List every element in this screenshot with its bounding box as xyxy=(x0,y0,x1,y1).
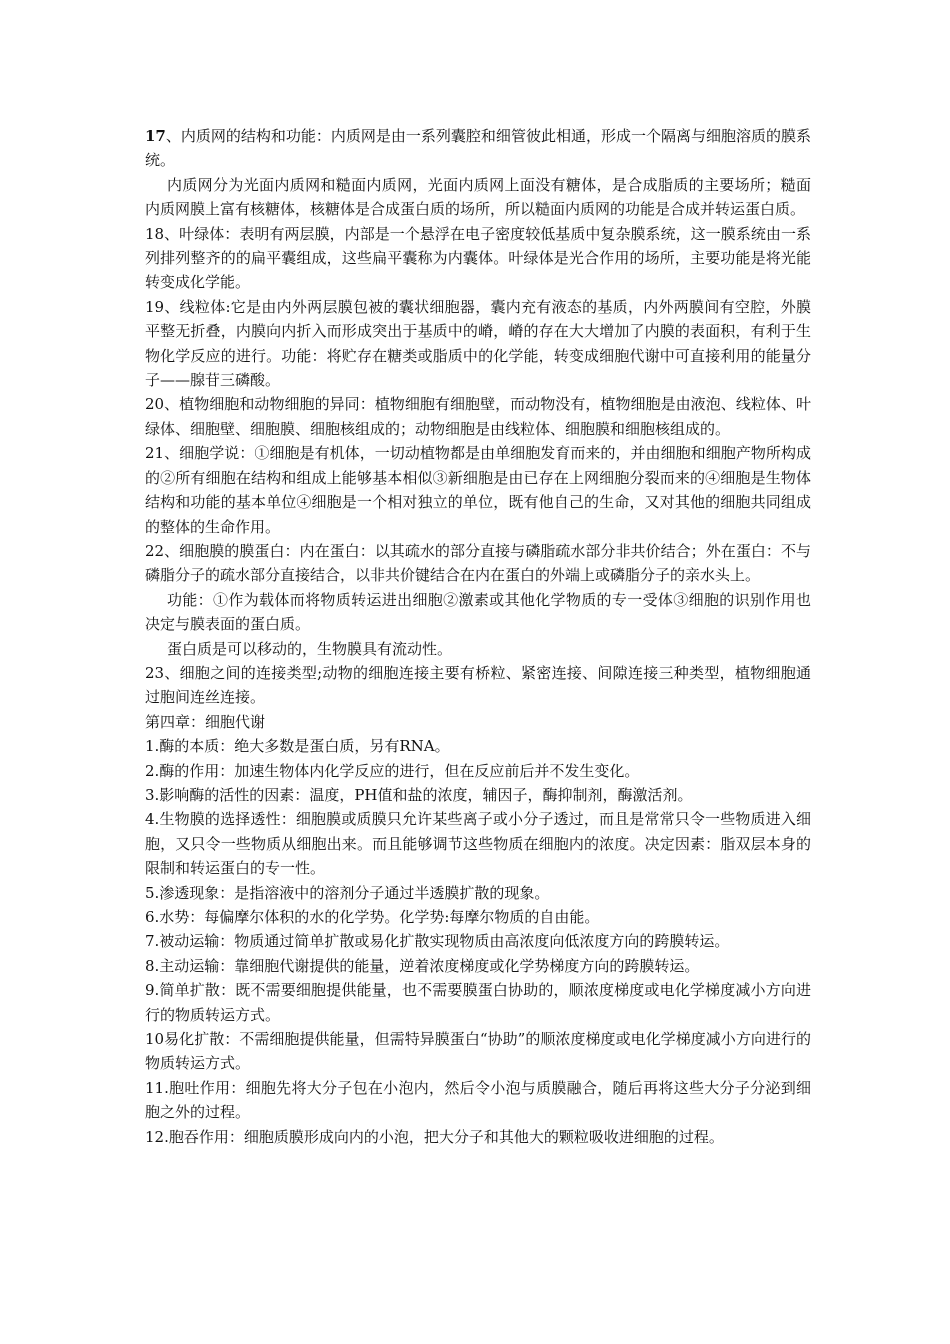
paragraph-10-facilitated-diffusion: 10易化扩散：不需细胞提供能量，但需特异膜蛋白“协助”的顺浓度梯度或电化学梯度减小方向进行的物质转运方式。 xyxy=(145,1030,811,1073)
document-page xyxy=(145,124,811,1149)
paragraph-4-selective-permeability: 4.生物膜的选择透性：细胞膜或质膜只允许某些离子或小分子透过，而且是常常只令一些物质进入细胞，又只令一些物质从细胞出来。而且能够调节这些物质在细胞内的浓度。决定因素：脂双层本身的限制和转运蛋白的专一性。 xyxy=(145,810,811,878)
paragraph-12-endocytosis: 12.胞吞作用：细胞质膜形成向内的小泡，把大分子和其他大的颗粒吸收进细胞的过程。 xyxy=(145,1127,724,1146)
paragraph-20-plant-animal-cells: 20、植物细胞和动物细胞的异同：植物细胞有细胞壁，而动物没有，植物细胞是由液泡、线粒体、叶绿体、细胞壁、细胞膜、细胞核组成的；动物细胞是由线粒体、细胞膜和细胞核组成的。 xyxy=(145,395,811,438)
paragraph-18-chloroplast: 18、叶绿体：表明有两层膜，内部是一个悬浮在电子密度较低基质中复杂膜系统，这一膜系统由一系列排列整齐的的扁平囊组成，这些扁平囊称为内囊体。叶绿体是光合作用的场所，主要功能是将光能转变成化学能。 xyxy=(145,224,811,292)
paragraph-functions: 功能：①作为载体而将物质转运进出细胞②激素或其他化学物质的专一受体③细胞的识别作用也决定与膜表面的蛋白质。 xyxy=(145,590,811,634)
paragraph-8-active-transport: 8.主动运输：靠细胞代谢提供的能量，逆着浓度梯度或化学势梯度方向的跨膜转运。 xyxy=(145,956,700,975)
paragraph-7-passive-transport: 7.被动运输：物质通过简单扩散或易化扩散实现物质由高浓度向低浓度方向的跨膜转运。 xyxy=(145,932,730,951)
paragraph-er-types: 内质网分为光面内质网和糙面内质网，光面内质网上面没有糖体，是合成脂质的主要场所；糙面内质网膜上富有核糖体，核糖体是合成蛋白质的场所，所以糙面内质网的功能是合成并转运蛋白质。 xyxy=(145,175,811,219)
paragraph-19-mitochondria: 19、线粒体:它是由内外两层膜包被的囊状细胞器，囊内充有液态的基质，内外两膜间有空腔，外膜平整无折叠，内膜向内折入而形成突出于基质中的嵴，嵴的存在大大增加了内膜的表面积，有利于生物化学反应的进行。功能：将贮存在糖类或脂质中的化学能，转变成细胞代谢中可直接利用的能量分子——腺苷三磷酸。 xyxy=(145,297,811,390)
paragraph-2-enzyme-function: 2.酶的作用：加速生物体内化学反应的进行，但在反应前后并不发生变化。 xyxy=(145,761,640,780)
paragraph-fluidity: 蛋白质是可以移动的，生物膜具有流动性。 xyxy=(167,639,453,658)
paragraph-11-exocytosis: 11.胞吐作用：细胞先将大分子包在小泡内，然后令小泡与质膜融合，随后再将这些大分子分泌到细胞之外的过程。 xyxy=(145,1078,811,1122)
paragraph-6-water-potential: 6.水势：每偏摩尔体积的水的化学势。化学势:每摩尔物质的自由能。 xyxy=(145,908,600,926)
paragraph-9-simple-diffusion: 9.简单扩散：既不需要细胞提供能量，也不需要膜蛋白协助的，顺浓度梯度或电化学梯度减小方向进行的物质转运方式。 xyxy=(145,981,811,1024)
paragraph-23-cell-junctions: 23、细胞之间的连接类型;动物的细胞连接主要有桥粒、紧密连接、间隙连接三种类型，植物细胞通过胞间连丝连接。 xyxy=(145,663,811,707)
chapter-heading: 第四章：细胞代谢 xyxy=(145,712,266,731)
item-number: 17 xyxy=(145,127,166,145)
paragraph-22-membrane-proteins: 22、细胞膜的膜蛋白：内在蛋白：以其疏水的部分直接与磷脂疏水部分非共价结合；外在蛋白：不与磷脂分子的疏水部分直接结合，以非共价键结合在内在蛋白的外端上或磷脂分子的亲水头上。 xyxy=(145,541,811,585)
paragraph-text: 、内质网的结构和功能：内质网是由一系列囊腔和细管彼此相通，形成一个隔离与细胞溶质的膜系统。 xyxy=(145,127,811,170)
paragraph-5-osmosis: 5.渗透现象：是指溶液中的溶剂分子通过半透膜扩散的现象。 xyxy=(145,883,550,902)
paragraph-1-enzyme-nature: 1.酶的本质：绝大多数是蛋白质，另有RNA。 xyxy=(145,737,450,756)
paragraph-3-enzyme-factors: 3.影响酶的活性的因素：温度，PH值和盐的浓度，辅因子，酶抑制剂，酶激活剂。 xyxy=(145,785,693,804)
paragraph-21-cell-theory: 21、细胞学说：①细胞是有机体，一切动植物都是由单细胞发育而来的，并由细胞和细胞产物所构成的②所有细胞在结构和组成上能够基本相似③新细胞是由已存在上网细胞分裂而来的④细胞是生物体结构和功能的基本单位④细胞是一个相对独立的单位，既有他自己的生命，又对其他的细胞共同组成的整体的生命作用。 xyxy=(145,444,811,536)
paragraph-17-er xyxy=(145,124,811,173)
